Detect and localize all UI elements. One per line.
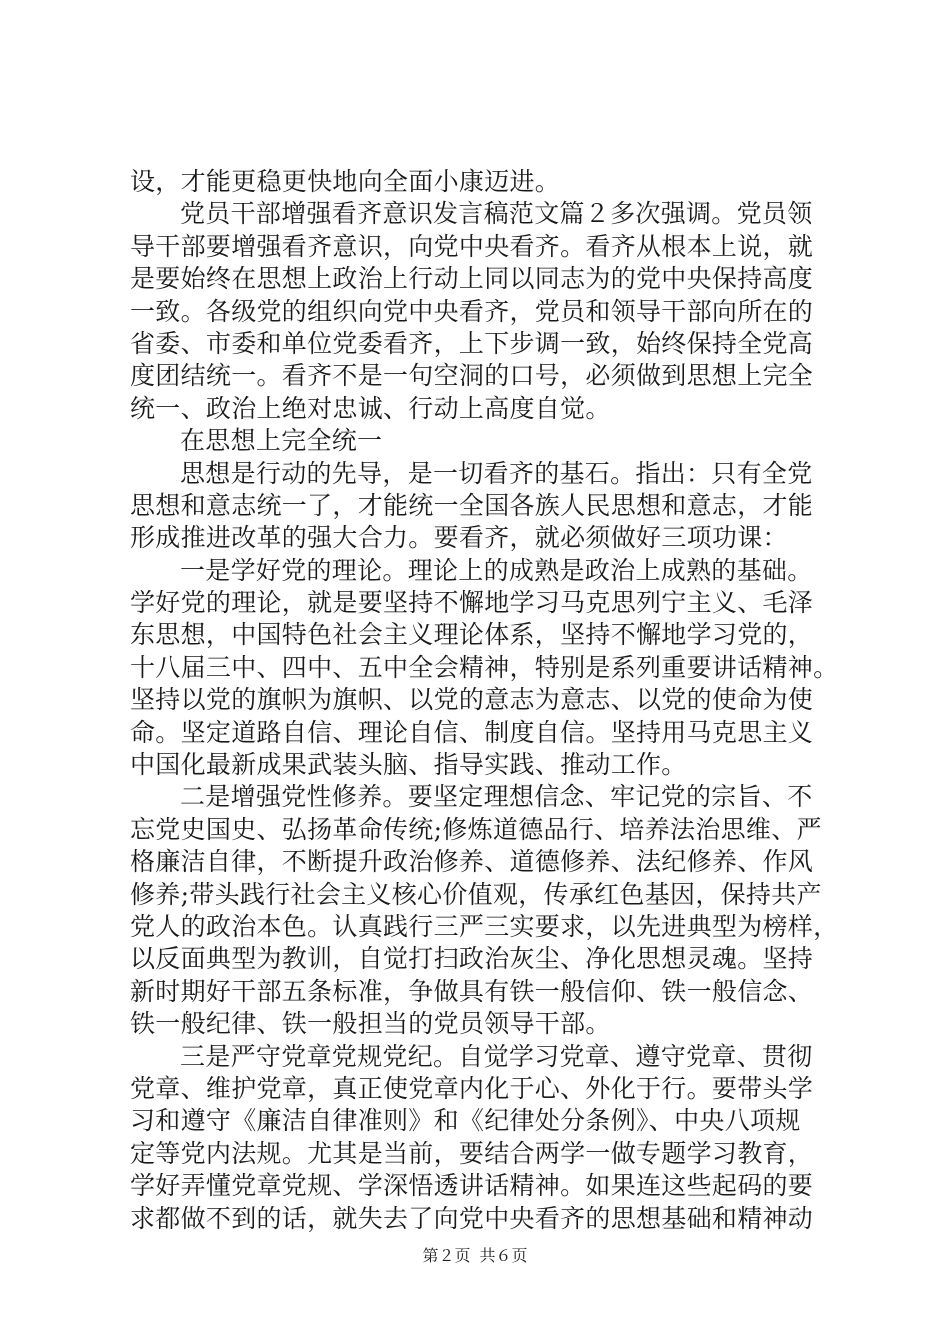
page-number: 第２页 [422, 1246, 471, 1265]
text-line: 新时期好干部五条标准，争做具有铁一般信仰、铁一般信念、 [130, 976, 814, 1006]
text-line: 二是增强党性修养。要坚定理想信念、牢记党的宗旨、不 [180, 782, 813, 812]
text-line: 求都做不到的话，就失去了向党中央看齐的思想基础和精神动 [130, 1203, 814, 1233]
text-line: 坚持以党的旗帜为旗帜、以党的意志为意志、以党的使命为使 [130, 685, 814, 715]
text-line: 定等党内法规。尤其是当前，要结合两学一做专题学习教育， [130, 1138, 814, 1168]
text-line: 以反面典型为教训，自觉打扫政治灰尘、净化思想灵魂。坚持 [130, 944, 814, 974]
text-line: 统一、政治上绝对忠诚、行动上高度自觉。 [130, 393, 611, 423]
text-line: 忘党史国史、弘扬革命传统;修炼道德品行、培养法治思维、严 [130, 814, 822, 844]
document-body [130, 166, 850, 1235]
text-line: 形成推进改革的强大合力。要看齐，就必须做好三项功课： [130, 523, 788, 553]
text-line: 铁一般纪律、铁一般担当的党员领导干部。 [130, 1009, 611, 1039]
text-line: 度团结统一。看齐不是一句空洞的口号，必须做到思想上完全 [130, 361, 814, 391]
text-line: 十八届三中、四中、五中全会精神，特别是系列重要讲话精神。 [130, 652, 839, 682]
text-line: 导干部要增强看齐意识，向党中央看齐。看齐从根本上说，就 [130, 231, 814, 261]
text-line: 修养;带头践行社会主义核心价值观，传承红色基因，保持共产 [130, 879, 822, 909]
text-line: 学好弄懂党章党规、学深悟透讲话精神。如果连这些起码的要 [130, 1171, 814, 1201]
page-total: 共６页 [479, 1246, 528, 1265]
text-line: 学好党的理论，就是要坚持不懈地学习马克思列宁主义、毛泽 [130, 588, 814, 618]
text-line: 党人的政治本色。认真践行三严三实要求，以先进典型为榜样， [130, 911, 839, 941]
text-line: 在思想上完全统一 [180, 426, 383, 456]
text-line: 东思想，中国特色社会主义理论体系，坚持不懈地学习党的， [130, 620, 814, 650]
text-line: 党员干部增强看齐意识发言稿范文篇２多次强调。党员领 [180, 199, 813, 229]
text-line: 一是学好党的理论。理论上的成熟是政治上成熟的基础。 [180, 555, 813, 585]
text-line: 是要始终在思想上政治上行动上同以同志为的党中央保持高度 [130, 264, 814, 294]
text-line: 中国化最新成果武装头脑、指导实践、推动工作。 [130, 750, 687, 780]
text-line: 命。坚定道路自信、理论自信、制度自信。坚持用马克思主义 [130, 717, 814, 747]
text-line: 思想是行动的先导，是一切看齐的基石。指出：只有全党 [180, 458, 813, 488]
text-line: 思想和意志统一了，才能统一全国各族人民思想和意志，才能 [130, 490, 814, 520]
text-line: 党章、维护党章，真正使党章内化于心、外化于行。要带头学 [130, 1073, 814, 1103]
text-line: 省委、市委和单位党委看齐，上下步调一致，始终保持全党高 [130, 328, 814, 358]
text-line: 格廉洁自律，不断提升政治修养、道德修养、法纪修养、作风 [130, 847, 814, 877]
text-line: 一致。各级党的组织向党中央看齐，党员和领导干部向所在的 [130, 296, 814, 326]
text-line: 习和遵守《廉洁自律准则》和《纪律处分条例》、中央八项规 [130, 1106, 801, 1136]
text-line: 设，才能更稳更快地向全面小康迈进。 [130, 167, 561, 196]
text-line: 三是严守党章党规党纪。自觉学习党章、遵守党章、贯彻 [180, 1041, 813, 1071]
page-footer [0, 1246, 950, 1266]
